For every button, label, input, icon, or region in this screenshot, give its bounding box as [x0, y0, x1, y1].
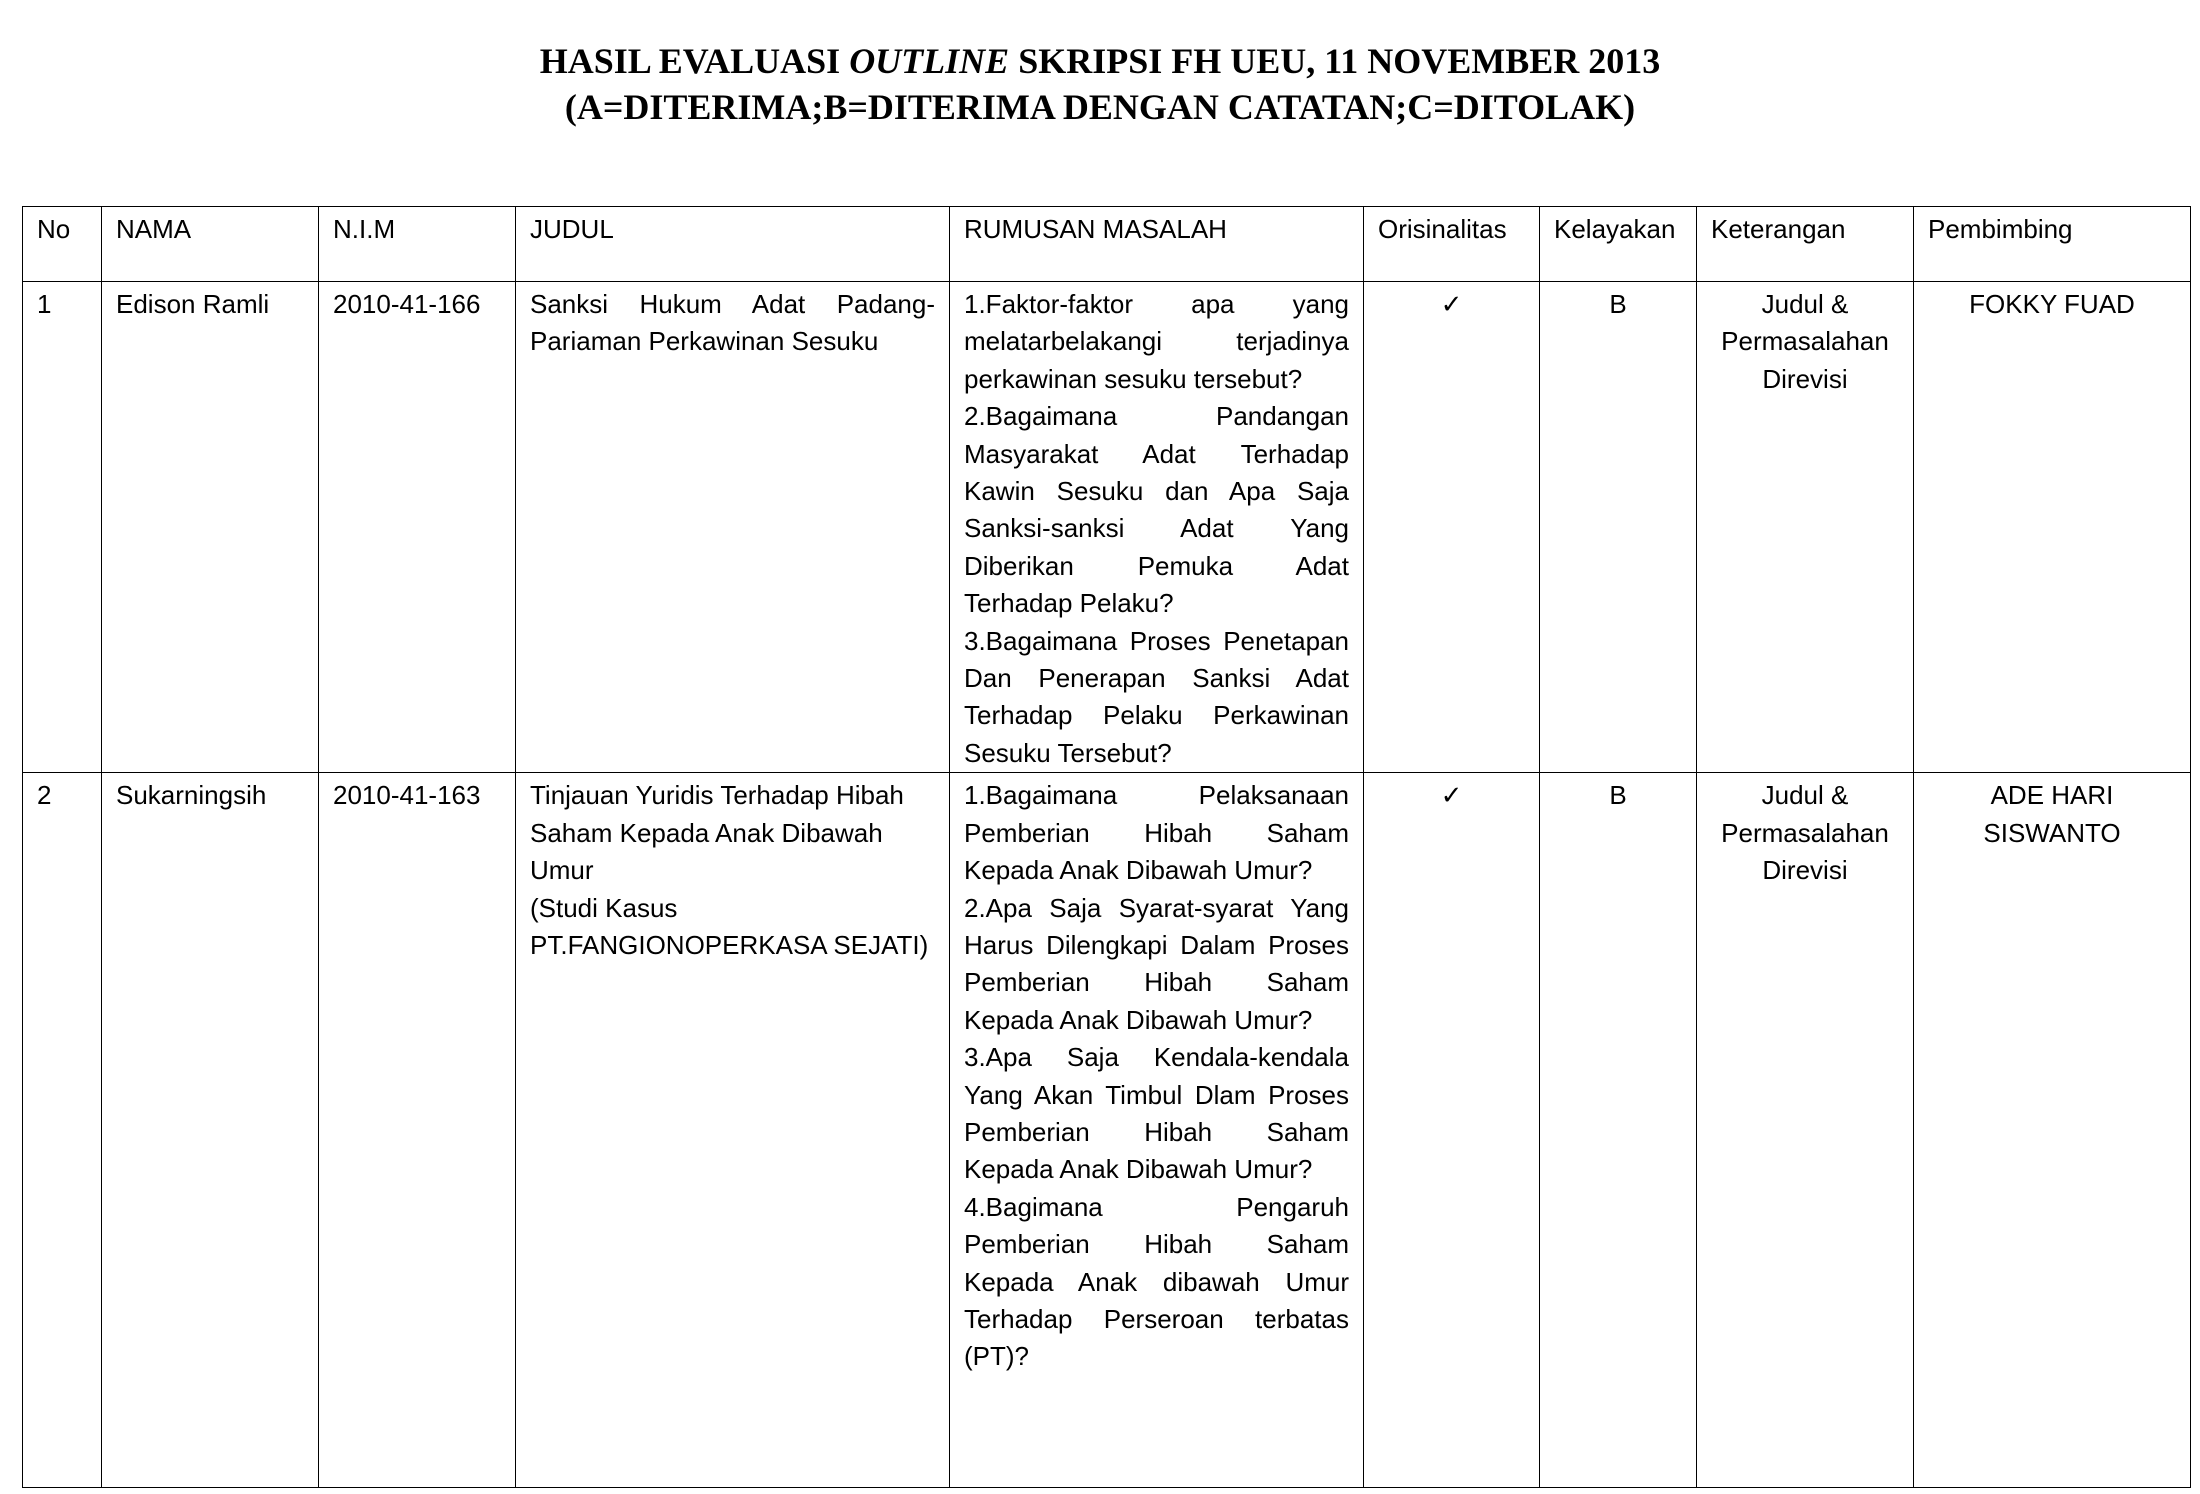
- cell-keterangan: Judul & Permasalahan Direvisi: [1697, 773, 1914, 1488]
- header-judul: JUDUL: [516, 207, 950, 282]
- judul-text: Sanksi Hukum Adat Padang-Pariaman Perkawinan Sesuku: [530, 289, 935, 357]
- cell-keterangan: Judul & Permasalahan Direvisi: [1697, 282, 1914, 773]
- title-line-2: (A=DITERIMA;B=DITERIMA DENGAN CATATAN;C=DITOLAK): [564, 87, 1636, 127]
- header-kelayakan: Kelayakan: [1540, 207, 1697, 282]
- cell-no: 1: [23, 282, 102, 773]
- document-title: [0, 38, 2200, 130]
- header-orisinalitas: Orisinalitas: [1364, 207, 1540, 282]
- judul-text: Tinjauan Yuridis Terhadap Hibah Saham Kepada Anak Dibawah Umur: [530, 780, 904, 886]
- title-prefix: HASIL EVALUASI: [539, 41, 850, 81]
- header-pembimbing: Pembimbing: [1914, 207, 2191, 282]
- rumusan-item: 2.Bagaimana Pandangan Masyarakat Adat Terhadap Kawin Sesuku dan Apa Saja Sanksi-sanksi Adat Yang Diberikan Pemuka Adat Terhadap Pelaku?: [964, 401, 1349, 619]
- title-suffix: SKRIPSI FH UEU, 11 NOVEMBER 2013: [1009, 41, 1661, 81]
- cell-judul: [516, 773, 950, 1488]
- header-nama: NAMA: [102, 207, 319, 282]
- cell-pembimbing: FOKKY FUAD: [1914, 282, 2191, 773]
- table-row: [23, 773, 2191, 1488]
- cell-no: 2: [23, 773, 102, 1488]
- title-line-1: [0, 38, 2200, 84]
- header-nim: N.I.M: [319, 207, 516, 282]
- header-no: No: [23, 207, 102, 282]
- cell-rumusan: [950, 773, 1364, 1488]
- cell-nama: Sukarningsih: [102, 773, 319, 1488]
- rumusan-item: 4.Bagimana Pengaruh Pemberian Hibah Saham Kepada Anak dibawah Umur Terhadap Perseroan terbatas (PT)?: [964, 1191, 1349, 1372]
- cell-nama: Edison Ramli: [102, 282, 319, 773]
- title-italic: OUTLINE: [849, 41, 1010, 81]
- cell-orisinalitas: [1364, 773, 1540, 1488]
- cell-pembimbing: ADE HARI SISWANTO: [1914, 773, 2191, 1488]
- rumusan-item: 2.Apa Saja Syarat-syarat Yang Harus Dilengkapi Dalam Proses Pemberian Hibah Saham Kepada Anak Dibawah Umur?: [964, 892, 1349, 1035]
- cell-orisinalitas: [1364, 282, 1540, 773]
- cell-rumusan: [950, 282, 1364, 773]
- table-row: [23, 282, 2191, 773]
- header-row: [23, 207, 2191, 282]
- rumusan-item: 3.Apa Saja Kendala-kendala Yang Akan Timbul Dlam Proses Pemberian Hibah Saham Kepada Anak Dibawah Umur?: [964, 1042, 1349, 1185]
- checkmark-icon: ✓: [1440, 290, 1463, 320]
- judul-note: (Studi Kasus PT.FANGIONOPERKASA SEJATI): [530, 892, 929, 960]
- cell-nim: 2010-41-166: [319, 282, 516, 773]
- rumusan-item: 3.Bagaimana Proses Penetapan Dan Penerapan Sanksi Adat Terhadap Pelaku Perkawinan Sesuku Tersebut?: [964, 625, 1349, 768]
- header-keterangan: Keterangan: [1697, 207, 1914, 282]
- cell-kelayakan: B: [1540, 282, 1697, 773]
- cell-judul: [516, 282, 950, 773]
- cell-kelayakan: B: [1540, 773, 1697, 1488]
- rumusan-item: 1.Faktor-faktor apa yang melatarbelakangi terjadinya perkawinan sesuku tersebut?: [964, 289, 1349, 394]
- rumusan-item: 1.Bagaimana Pelaksanaan Pemberian Hibah Saham Kepada Anak Dibawah Umur?: [964, 780, 1349, 886]
- cell-nim: 2010-41-163: [319, 773, 516, 1488]
- header-rumusan: RUMUSAN MASALAH: [950, 207, 1364, 282]
- evaluation-table: [22, 206, 2191, 1488]
- checkmark-icon: ✓: [1440, 781, 1463, 812]
